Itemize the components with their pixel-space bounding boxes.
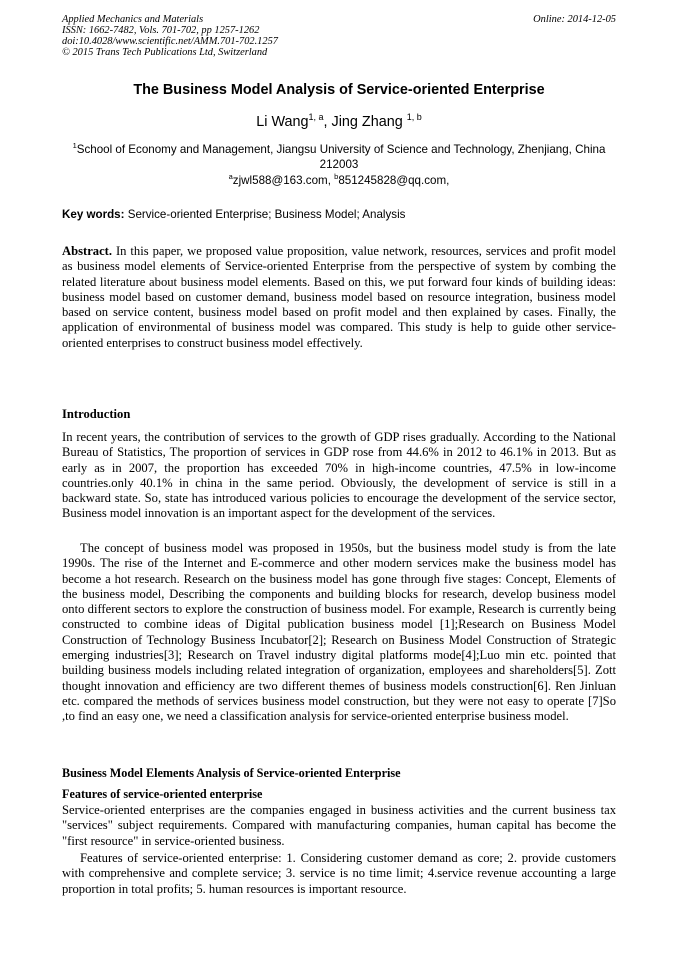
affiliation-superscript: 1 xyxy=(72,141,77,150)
subsection-heading-features: Features of service-oriented enterprise xyxy=(62,787,263,801)
author-name: Li Wang xyxy=(256,113,309,130)
author-list xyxy=(62,112,616,130)
paragraph: The concept of business model was proposed in 1950s, but the business model study is from the late 1990s. The rise of the Internet and E-commerce and other modern services make the business model has become a hot research. Research on the business model has gone through five stages: Concept, Elements of the business model, Describing the components and building blocks for research, develop business model onto different sectors to explore the construction of business model. For example, Research is currently being constructed to combine ideas of Digital publication business model [1];Research on Business Model Construction of Technology Business Incubator[2]; Research on Business Model Construction of Strategic emerging industries[3]; Research on Travel industry digital platforms mode[4];Luo min etc. pointed that building business models including related integration of organization, employees and shareholders[5]. Zott thought innovation and efficiency are two different themes of business models construction[6]. Ren Jinluan etc. compared the methods of services business model construction, but they were not easy to operate [7]So ,to find an easy one, we need a classification analysis for service-oriented enterprise business model. xyxy=(62,541,616,724)
paragraph: Service-oriented enterprises are the companies engaged in business activities and the current business tax "services" subject requirements. Compared with manufacturing companies, human capital has become the "first resource" in service-oriented business. xyxy=(62,803,616,848)
author-name: Jing Zhang xyxy=(331,113,403,130)
paragraph: In recent years, the contribution of services to the growth of GDP rises gradually. According to the National Bureau of Statistics, The proportion of services in GDP rose from 44.6% in 2012 to 46.1% in 2013. But as early as in 2007, the proportion has exceeded 70% in high-income countries, 47.5% in low-income countries.only 40.1% in china in the same period. Obviously, the development of service is still in a backward state. So, state has introduced various policies to encourage the development of the service sector, Business model innovation is an important aspect for the development of the services. xyxy=(62,430,616,521)
journal-header xyxy=(62,14,616,58)
abstract xyxy=(62,244,616,351)
issn-line: ISSN: 1662-7482, Vols. 701-702, pp 1257-1262 xyxy=(62,25,260,36)
email-superscript: b xyxy=(334,172,339,181)
doi-line: doi:10.4028/www.scientific.net/AMM.701-702.1257 xyxy=(62,36,278,47)
abstract-text: In this paper, we proposed value proposition, value network, resources, services and profit model as business model elements of Service-oriented Enterprise from the perspective of system by combing the related literature about business model elements. Based on this, we put forward four kinds of building ideas: business model based on customer demand, business model based on resource integration, business model based on service content, business model based on profit model and then explained by cases. Finally, the application of environmental of business model was compared. This study is help to guide other service-oriented enterprises to construct business model effectively. xyxy=(62,244,616,350)
author-superscript: 1, a xyxy=(308,112,324,122)
online-date: Online: 2014-12-05 xyxy=(533,14,616,25)
keywords-label: Key words: xyxy=(62,208,125,221)
author-superscript: 1, b xyxy=(406,112,422,122)
email-link: zjwl588@163.com, xyxy=(232,173,335,187)
section-heading-introduction: Introduction xyxy=(62,407,131,421)
abstract-label: Abstract. xyxy=(62,244,113,258)
paragraph: Features of service-oriented enterprise: 1. Considering customer demand as core; 2. provide customers with comprehensive and complete service; 3. service is no time limit; 4.service revenue accounting a large proportion in total profits; 5. human resources is important resource. xyxy=(62,851,616,896)
copyright-line: © 2015 Trans Tech Publications Ltd, Switzerland xyxy=(62,47,268,58)
author-separator: , xyxy=(323,113,332,130)
email-link: 851245828@qq.com, xyxy=(338,173,450,187)
author-emails xyxy=(62,172,616,187)
affiliation xyxy=(62,138,616,172)
email-superscript: a xyxy=(228,172,233,181)
journal-name: Applied Mechanics and Materials xyxy=(62,14,204,25)
affiliation-text: School of Economy and Management, Jiangsu University of Science and Technology, Zhenjiang, China 212003 xyxy=(76,142,606,171)
keywords xyxy=(62,208,616,221)
section-heading-elements: Business Model Elements Analysis of Service-oriented Enterprise xyxy=(62,766,401,780)
paper-title: The Business Model Analysis of Service-oriented Enterprise xyxy=(133,82,545,98)
keywords-text: Service-oriented Enterprise; Business Model; Analysis xyxy=(124,208,406,221)
